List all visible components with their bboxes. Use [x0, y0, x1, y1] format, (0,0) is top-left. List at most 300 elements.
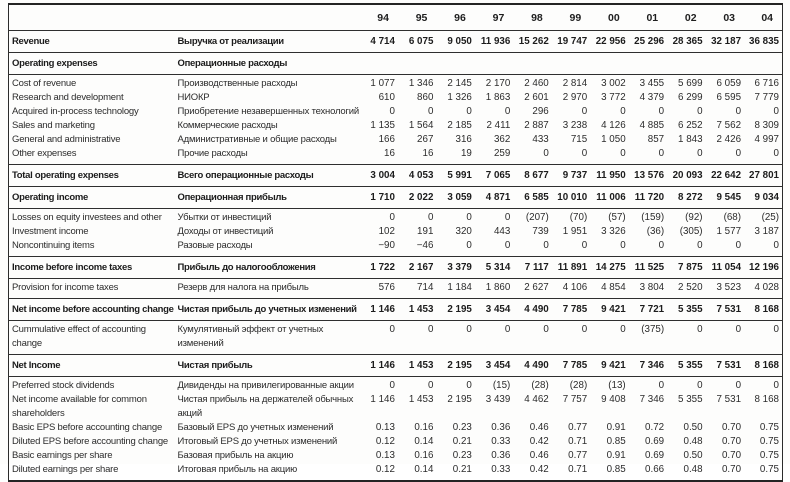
- cell-value: 16: [384, 148, 395, 159]
- cell-value: 576: [360, 279, 398, 299]
- cell-value: 0.46: [529, 450, 549, 461]
- row-label-ru: Убытки от инвестиций: [178, 209, 360, 226]
- cell-value: 27 801: [744, 165, 782, 187]
- cell-value: 0.21: [452, 436, 472, 447]
- cell-value: 4 714: [360, 31, 398, 53]
- cell-value: 0.42: [529, 464, 549, 475]
- cell-value: 7 346: [639, 394, 665, 405]
- cell-value: 0: [773, 148, 779, 159]
- cell-value: 0: [629, 377, 667, 394]
- cell-value: 0: [475, 321, 513, 355]
- cell-value: 5 991: [436, 165, 474, 187]
- cell-value: 0.69: [645, 450, 665, 461]
- row-label-en: Revenue: [9, 31, 178, 53]
- cell-value: 11 950: [590, 165, 628, 187]
- cell-value: 0.14: [414, 464, 434, 475]
- cell-value: −46: [416, 240, 434, 251]
- cell-value: 0.70: [721, 464, 742, 475]
- year-header: 95: [398, 4, 436, 31]
- row-label-ru: Базовый EPS до учетных изменений: [177, 422, 334, 433]
- cell-value: 2 185: [447, 120, 472, 131]
- table-row: [9, 187, 783, 209]
- cell-value: 2 426: [716, 134, 742, 145]
- cell-value: 7 346: [629, 355, 667, 377]
- cell-value: 0.36: [491, 450, 511, 461]
- table-row: [9, 449, 783, 463]
- cell-value: 0: [620, 148, 626, 159]
- cell-value: 13 576: [629, 165, 667, 187]
- cell-value: [360, 53, 398, 75]
- cell-value: (207): [513, 209, 551, 226]
- cell-value: 1 564: [408, 120, 434, 131]
- cell-value: [629, 53, 667, 75]
- cell-value: 1 146: [360, 299, 398, 321]
- cell-value: 2 170: [475, 75, 513, 92]
- row-label-en: Research and development: [12, 92, 124, 103]
- cell-value: (305): [679, 226, 703, 237]
- cell-value: 1 453: [408, 394, 434, 405]
- row-label-en: Diluted earnings per share: [12, 464, 119, 475]
- cell-value: 12 196: [744, 257, 782, 279]
- cell-value: 5 355: [667, 355, 705, 377]
- cell-value: 1 326: [447, 92, 472, 103]
- cell-value: 443: [493, 226, 511, 237]
- cell-value: 0.77: [568, 450, 588, 461]
- cell-value: 0.33: [491, 436, 511, 447]
- cell-value: (159): [629, 209, 667, 226]
- cell-value: 0: [475, 209, 513, 226]
- row-label-ru: Базовая прибыль на акцию: [177, 450, 294, 461]
- cell-value: 5 314: [475, 257, 513, 279]
- cell-value: 6 059: [706, 75, 744, 92]
- year-header: 02: [667, 4, 705, 31]
- cell-value: 191: [417, 226, 434, 237]
- cell-value: 3 004: [360, 165, 398, 187]
- row-label-ru: Выручка от реализации: [178, 31, 360, 53]
- cell-value: 9 421: [590, 299, 628, 321]
- row-label-ru: Доходы от инвестиций: [177, 226, 274, 237]
- cell-value: 0: [504, 106, 511, 117]
- cell-value: 1 577: [716, 226, 742, 237]
- table-row: [9, 355, 783, 377]
- cell-value: 19 747: [552, 31, 590, 53]
- row-label-en: Investment income: [12, 226, 89, 237]
- cell-value: 259: [493, 148, 511, 159]
- cell-value: 0: [744, 321, 782, 355]
- cell-value: 7 785: [552, 299, 590, 321]
- cell-value: 0.75: [759, 422, 779, 433]
- cell-value: 0: [360, 321, 398, 355]
- table-row: [9, 257, 783, 279]
- cell-value: 0: [360, 377, 398, 394]
- cell-value: (375): [629, 321, 667, 355]
- row-label-en: Cummulative effect of accounting change: [9, 321, 178, 355]
- cell-value: 0: [543, 240, 549, 251]
- cell-value: [667, 53, 705, 75]
- row-label-ru: Чистая прибыль до учетных изменений: [178, 299, 360, 321]
- cell-value: 0.14: [414, 436, 434, 447]
- cell-value: 14 275: [590, 257, 628, 279]
- cell-value: 4 028: [744, 279, 782, 299]
- table-row: [9, 421, 783, 435]
- cell-value: 0.66: [645, 464, 665, 475]
- cell-value: 0.91: [606, 422, 626, 433]
- row-label-en: Income before income taxes: [9, 257, 178, 279]
- cell-value: 1 050: [601, 134, 626, 145]
- cell-value: 0: [398, 209, 436, 226]
- cell-value: 1 135: [370, 120, 395, 131]
- cell-value: 1 077: [360, 75, 398, 92]
- cell-value: 11 054: [706, 257, 744, 279]
- cell-value: 0.16: [414, 422, 434, 433]
- cell-value: 0.50: [683, 450, 703, 461]
- row-label-en: Losses on equity investees and other: [9, 209, 178, 226]
- cell-value: 0.16: [414, 450, 434, 461]
- cell-value: 0.42: [529, 436, 549, 447]
- cell-value: 860: [417, 92, 434, 103]
- cell-value: 7 531: [716, 394, 742, 405]
- cell-value: 2 195: [436, 299, 474, 321]
- cell-value: 0: [436, 377, 474, 394]
- table-row: [9, 225, 783, 239]
- table-row: [9, 133, 783, 147]
- cell-value: 3 002: [590, 75, 628, 92]
- cell-value: 4 997: [754, 134, 779, 145]
- cell-value: 7 721: [629, 299, 667, 321]
- cell-value: 11 525: [629, 257, 667, 279]
- table-row: [9, 31, 783, 53]
- cell-value: 0.48: [683, 436, 703, 447]
- cell-value: 0: [513, 321, 551, 355]
- cell-value: 6 595: [716, 92, 742, 103]
- cell-value: 4 462: [524, 394, 549, 405]
- cell-value: 0.70: [721, 436, 742, 447]
- cell-value: 0.69: [645, 436, 665, 447]
- cell-value: 2 195: [447, 394, 472, 405]
- cell-value: 0: [581, 240, 588, 251]
- table-row: [9, 119, 783, 133]
- cell-value: 166: [378, 134, 395, 145]
- cell-value: 7 875: [667, 257, 705, 279]
- cell-value: 1 951: [562, 226, 588, 237]
- table-row: [9, 209, 783, 226]
- row-label-en: Sales and marketing: [12, 120, 95, 131]
- cell-value: 4 490: [513, 299, 551, 321]
- cell-value: [552, 53, 590, 75]
- cell-value: 0: [581, 106, 588, 117]
- row-label-ru: Итоговая прибыль на акцию: [177, 464, 298, 475]
- cell-value: 28 365: [667, 31, 705, 53]
- year-header: 94: [360, 4, 398, 31]
- cell-value: 6 252: [678, 120, 703, 131]
- cell-value: 267: [417, 134, 434, 145]
- cell-value: 7 065: [475, 165, 513, 187]
- cell-value: 0.72: [645, 422, 665, 433]
- row-label-en: Acquired in-process technology: [12, 106, 139, 117]
- cell-value: [398, 53, 436, 75]
- table-row: [9, 393, 783, 421]
- cell-value: 11 891: [552, 257, 590, 279]
- row-label-ru: Дивиденды на привилегированные акции: [178, 377, 360, 394]
- cell-value: 0: [360, 209, 398, 226]
- cell-value: 0: [697, 148, 703, 159]
- cell-value: 0.75: [759, 464, 779, 475]
- cell-value: (28): [513, 377, 551, 394]
- cell-value: 1 453: [398, 299, 436, 321]
- cell-value: 0.21: [452, 464, 472, 475]
- cell-value: 4 053: [398, 165, 436, 187]
- table-row: [9, 53, 783, 75]
- year-header: 04: [744, 4, 782, 31]
- cell-value: 739: [532, 226, 549, 237]
- cell-value: 0: [552, 321, 590, 355]
- cell-value: 3 804: [629, 279, 667, 299]
- cell-value: 4 379: [639, 92, 665, 103]
- cell-value: (36): [646, 226, 665, 237]
- cell-value: 0.12: [375, 436, 395, 447]
- cell-value: 316: [455, 134, 472, 145]
- cell-value: 7 785: [552, 355, 590, 377]
- cell-value: 8 168: [754, 394, 779, 405]
- cell-value: 0: [658, 106, 665, 117]
- cell-value: 2 460: [513, 75, 551, 92]
- cell-value: 6 299: [678, 92, 703, 103]
- cell-value: 2 970: [562, 92, 588, 103]
- header-label-spacer: [9, 4, 360, 31]
- cell-value: 3 454: [475, 299, 513, 321]
- cell-value: 0: [658, 240, 665, 251]
- cell-value: 7 531: [706, 299, 744, 321]
- cell-value: 0: [620, 240, 626, 251]
- cell-value: 8 677: [513, 165, 551, 187]
- row-label-ru: Административные и общие расходы: [177, 134, 337, 145]
- cell-value: 4 126: [601, 120, 626, 131]
- row-label-ru: Прочие расходы: [177, 148, 248, 159]
- table-row: [9, 299, 783, 321]
- cell-value: 25 296: [629, 31, 667, 53]
- cell-value: 0: [590, 321, 628, 355]
- row-label-ru: Приобретение незавершенных технологий: [177, 106, 359, 117]
- cell-value: 5 699: [667, 75, 705, 92]
- cell-value: 0: [389, 106, 395, 117]
- cell-value: 0.12: [375, 464, 395, 475]
- cell-value: 0: [735, 106, 742, 117]
- cell-value: 8 272: [667, 187, 705, 209]
- year-header: 99: [552, 4, 590, 31]
- cell-value: 4 106: [552, 279, 590, 299]
- cell-value: 0.75: [759, 436, 779, 447]
- cell-value: [744, 53, 782, 75]
- row-label-en: Total operating expenses: [9, 165, 178, 187]
- cell-value: 0.50: [683, 422, 703, 433]
- cell-value: 1 146: [370, 394, 395, 405]
- cell-value: 9 737: [552, 165, 590, 187]
- year-header: 98: [513, 4, 551, 31]
- cell-value: [590, 53, 628, 75]
- cell-value: 9 034: [744, 187, 782, 209]
- cell-value: 2 195: [436, 355, 474, 377]
- cell-value: 0: [658, 148, 665, 159]
- cell-value: 0.46: [529, 422, 549, 433]
- cell-value: 11 936: [475, 31, 513, 53]
- cell-value: 0: [667, 377, 705, 394]
- cell-value: 19: [460, 148, 472, 159]
- table-row: [9, 279, 783, 299]
- cell-value: 4 854: [590, 279, 628, 299]
- cell-value: 3 326: [601, 226, 626, 237]
- row-label-en: Basic EPS before accounting change: [12, 422, 163, 433]
- cell-value: 0.71: [568, 464, 588, 475]
- cell-value: 3 238: [562, 120, 588, 131]
- row-label-en: Provision for income taxes: [9, 279, 178, 299]
- cell-value: (70): [552, 209, 590, 226]
- cell-value: 296: [532, 106, 549, 117]
- row-label-en: Basic earnings per share: [12, 450, 113, 461]
- cell-value: 0.71: [568, 436, 588, 447]
- cell-value: 11 006: [590, 187, 628, 209]
- cell-value: 1 710: [360, 187, 398, 209]
- cell-value: 0.33: [491, 464, 511, 475]
- cell-value: 22 956: [590, 31, 628, 53]
- income-statement-table: [8, 3, 783, 482]
- cell-value: 2 145: [436, 75, 474, 92]
- cell-value: 2 167: [398, 257, 436, 279]
- cell-value: 3 455: [629, 75, 667, 92]
- row-label-ru: Операционные расходы: [178, 53, 360, 75]
- cell-value: 2 627: [513, 279, 551, 299]
- year-header-row: [9, 4, 783, 31]
- cell-value: 714: [398, 279, 436, 299]
- cell-value: [436, 53, 474, 75]
- cell-value: 0: [581, 148, 588, 159]
- cell-value: 0.36: [491, 422, 511, 433]
- cell-value: 715: [570, 134, 588, 145]
- cell-value: 8 309: [754, 120, 779, 131]
- cell-value: 0: [697, 240, 703, 251]
- table-row: [9, 239, 783, 257]
- row-label-en: Cost of revenue: [9, 75, 178, 92]
- cell-value: 1 346: [398, 75, 436, 92]
- cell-value: 0.70: [721, 450, 742, 461]
- row-label-ru: НИОКР: [177, 92, 210, 103]
- row-label-ru: Операционная прибыль: [178, 187, 360, 209]
- table-body: [9, 31, 783, 482]
- cell-value: 2 601: [524, 92, 549, 103]
- cell-value: 1 843: [678, 134, 703, 145]
- cell-value: 9 050: [436, 31, 474, 53]
- cell-value: 3 187: [754, 226, 779, 237]
- table-row: [9, 377, 783, 394]
- cell-value: 610: [378, 92, 395, 103]
- cell-value: 0.13: [375, 422, 395, 433]
- cell-value: 7 757: [562, 394, 588, 405]
- row-label-en: General and administrative: [12, 134, 121, 145]
- cell-value: 362: [493, 134, 511, 145]
- cell-value: 1 184: [436, 279, 474, 299]
- cell-value: 0: [436, 321, 474, 355]
- cell-value: [706, 53, 744, 75]
- row-label-ru: Чистая прибыль на держателей обычных акций: [177, 394, 354, 419]
- cell-value: 4 885: [639, 120, 665, 131]
- cell-value: 9 408: [601, 394, 626, 405]
- cell-value: 1 453: [398, 355, 436, 377]
- row-label-ru: Кумулятивный эффект от учетных изменений: [178, 321, 360, 355]
- cell-value: 0: [398, 377, 436, 394]
- row-label-en: Diluted EPS before accounting change: [12, 436, 168, 447]
- cell-value: 0: [504, 240, 511, 251]
- cell-value: 0.85: [606, 464, 626, 475]
- row-label-ru: Резерв для налога на прибыль: [178, 279, 360, 299]
- year-header: 01: [629, 4, 667, 31]
- row-label-en: Net income available for common shareholders: [12, 394, 147, 419]
- cell-value: 22 642: [706, 165, 744, 187]
- row-label-en: Preferred stock dividends: [9, 377, 178, 394]
- row-label-ru: Прибыль до налогообложения: [178, 257, 360, 279]
- cell-value: −90: [378, 240, 395, 251]
- row-label-en: Operating expenses: [9, 53, 178, 75]
- year-header: 00: [590, 4, 628, 31]
- cell-value: 16: [422, 148, 434, 159]
- cell-value: 3 379: [436, 257, 474, 279]
- table-row: [9, 321, 783, 355]
- cell-value: 0.75: [759, 450, 779, 461]
- cell-value: 0: [706, 377, 744, 394]
- cell-value: 0: [436, 209, 474, 226]
- cell-value: 0: [773, 240, 779, 251]
- cell-value: 0.85: [606, 436, 626, 447]
- cell-value: 3 439: [485, 394, 511, 405]
- cell-value: 0: [706, 321, 744, 355]
- cell-value: 0.48: [683, 464, 703, 475]
- cell-value: 1 860: [475, 279, 513, 299]
- cell-value: 3 059: [436, 187, 474, 209]
- cell-value: 7 562: [716, 120, 742, 131]
- cell-value: 6 716: [744, 75, 782, 92]
- cell-value: 2 520: [667, 279, 705, 299]
- cell-value: 32 187: [706, 31, 744, 53]
- cell-value: 0: [744, 377, 782, 394]
- cell-value: 1 863: [485, 92, 511, 103]
- cell-value: 2 814: [552, 75, 590, 92]
- cell-value: 0: [773, 106, 779, 117]
- cell-value: 0: [667, 321, 705, 355]
- table-row: [9, 105, 783, 119]
- cell-value: 0: [697, 106, 703, 117]
- table-row: [9, 165, 783, 187]
- cell-value: [513, 53, 551, 75]
- cell-value: 5 355: [678, 394, 703, 405]
- cell-value: 15 262: [513, 31, 551, 53]
- table-row: [9, 75, 783, 92]
- cell-value: (25): [744, 209, 782, 226]
- cell-value: 6 075: [398, 31, 436, 53]
- row-label-en: Noncontinuing items: [12, 240, 95, 251]
- cell-value: 9 421: [590, 355, 628, 377]
- cell-value: (15): [475, 377, 513, 394]
- cell-value: 1 722: [360, 257, 398, 279]
- cell-value: 7 117: [513, 257, 551, 279]
- cell-value: 6 585: [513, 187, 551, 209]
- cell-value: 7 779: [754, 92, 779, 103]
- cell-value: 0: [735, 240, 742, 251]
- cell-value: 857: [647, 134, 665, 145]
- row-label-ru: Производственные расходы: [178, 75, 360, 92]
- row-label-en: Operating income: [9, 187, 178, 209]
- cell-value: 102: [378, 226, 395, 237]
- table-row: [9, 463, 783, 481]
- cell-value: [475, 53, 513, 75]
- cell-value: 3 454: [475, 355, 513, 377]
